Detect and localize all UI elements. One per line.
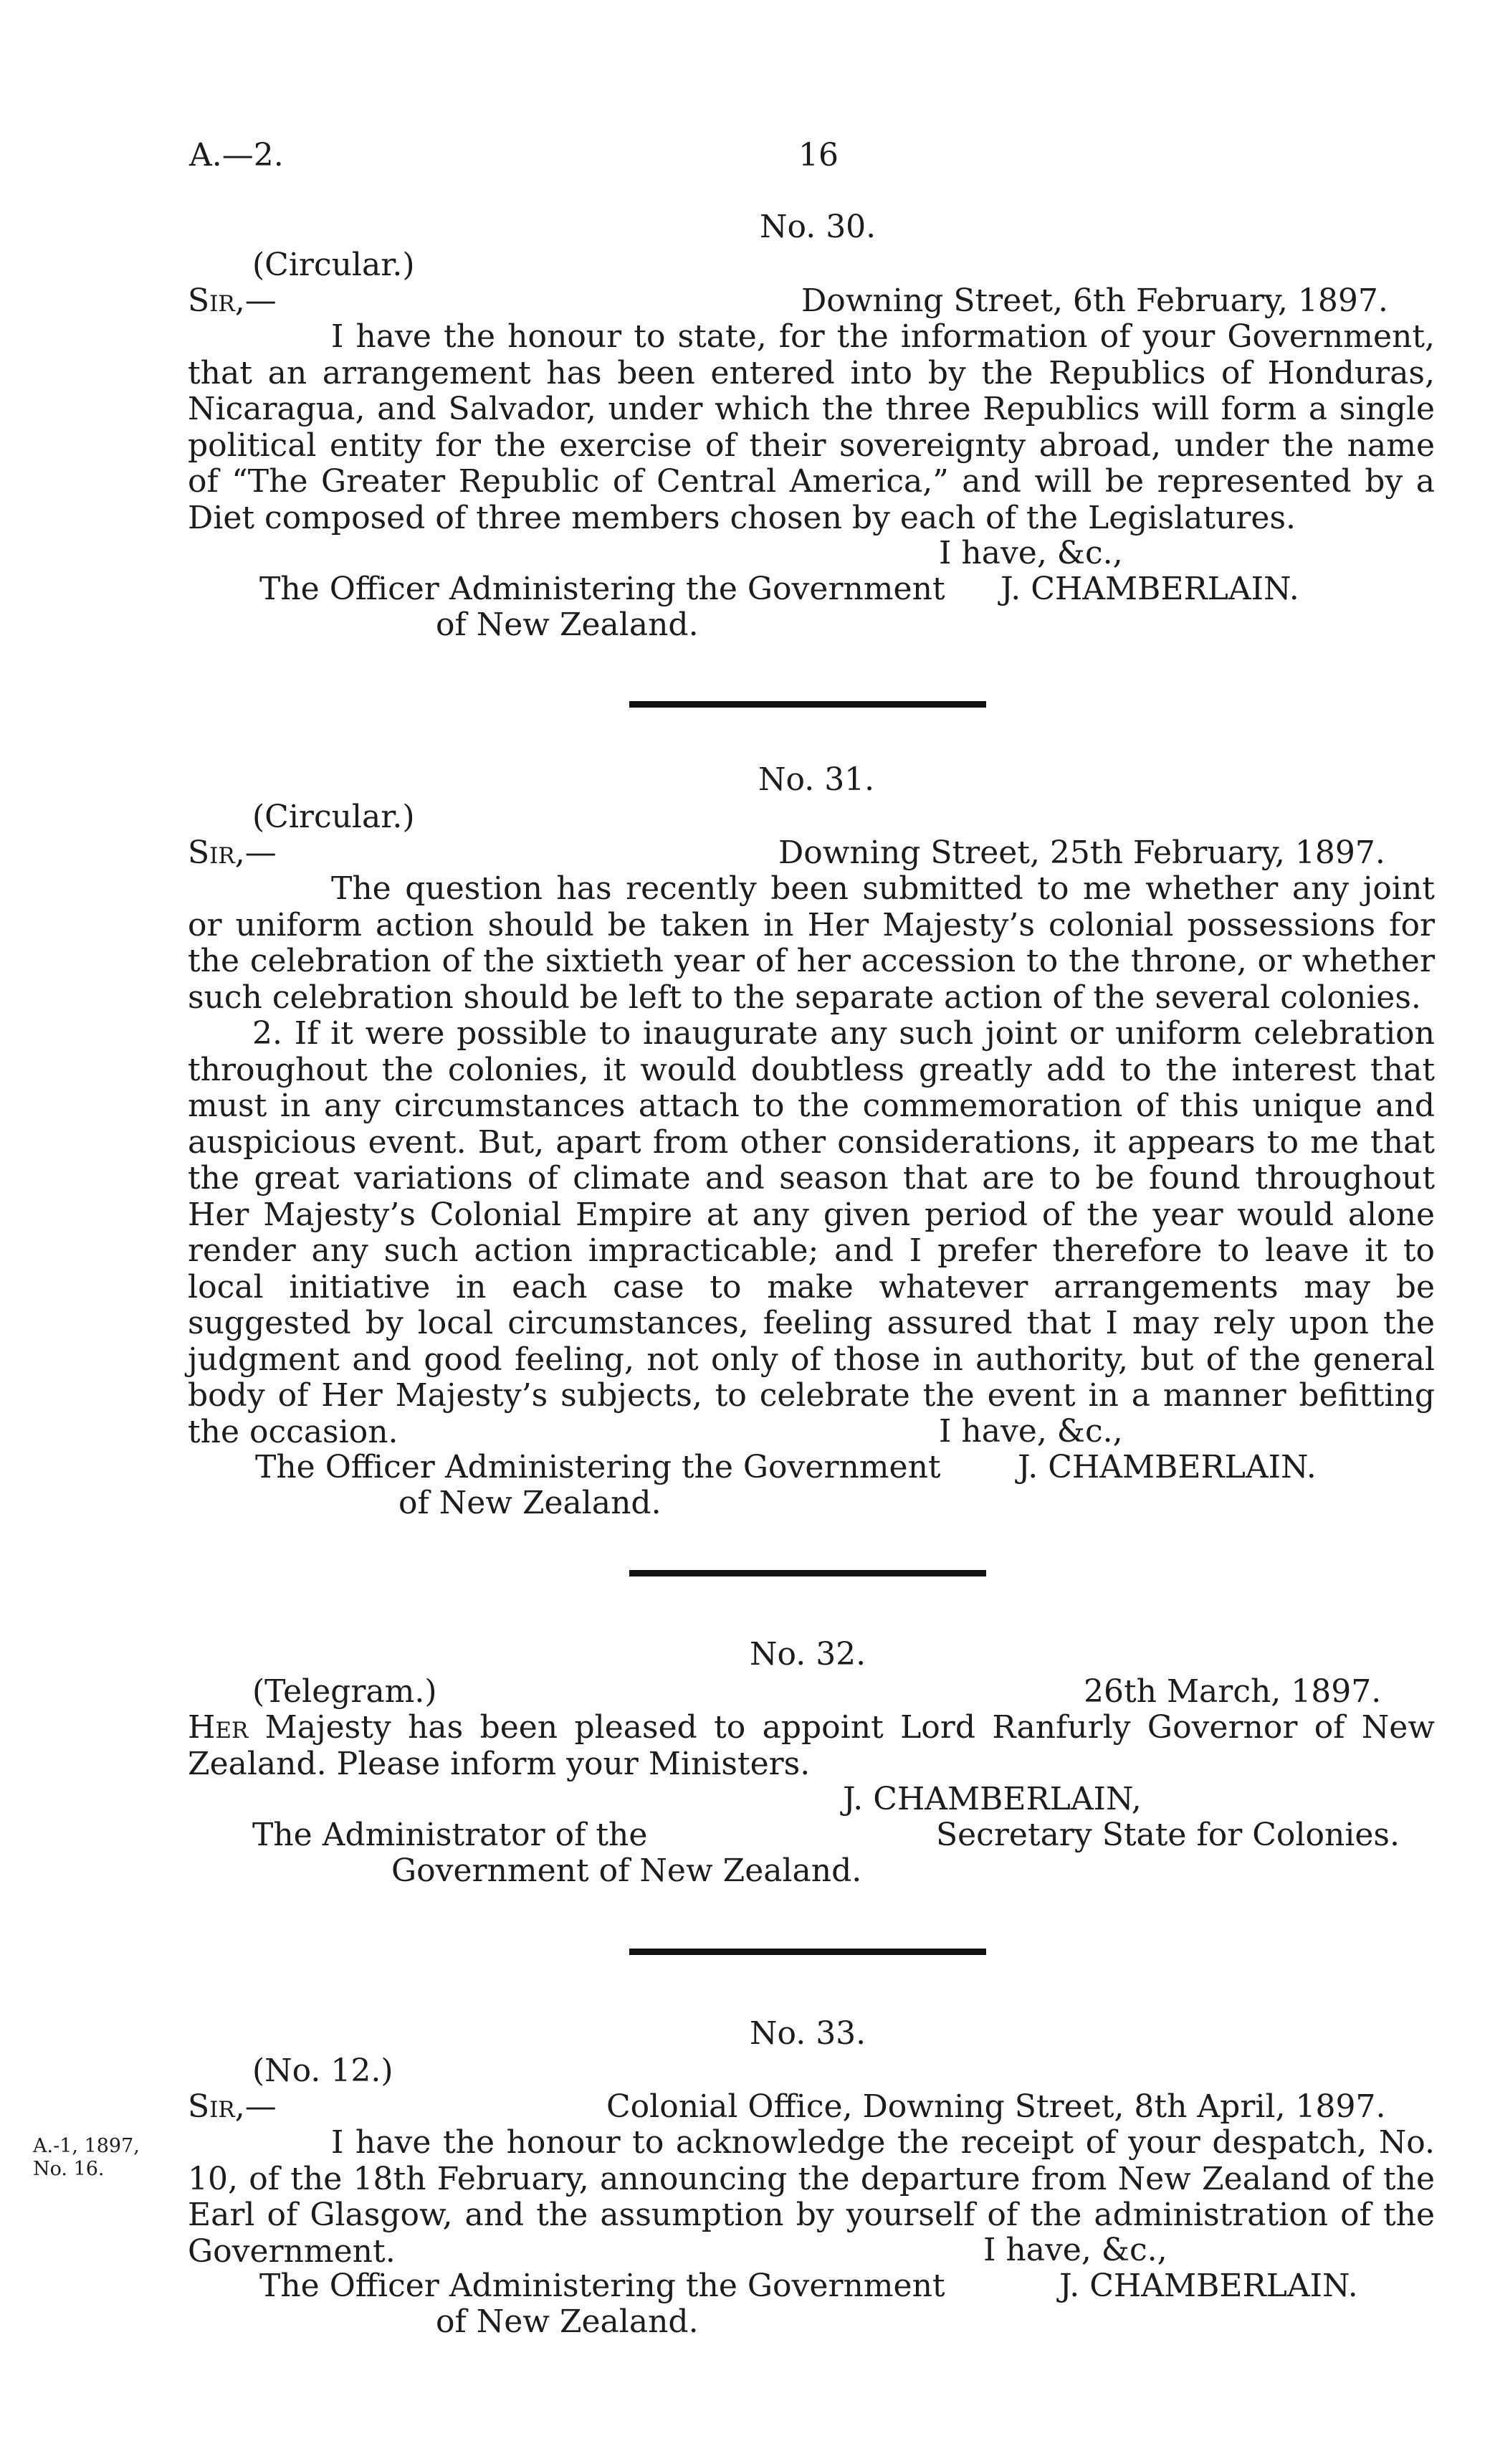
signature: J. CHAMBERLAIN. [1018, 1449, 1317, 1485]
signature: J. CHAMBERLAIN. [1001, 571, 1299, 607]
margin-note-line-1: A.-1, 1897, [33, 2135, 140, 2157]
addressee-line-2: of New Zealand. [436, 607, 699, 643]
despatch-type: (Telegram.) [252, 1673, 437, 1710]
signature: J. CHAMBERLAIN, [843, 1781, 1142, 1817]
place-date: Downing Street, 25th February, 1897. [778, 834, 1385, 871]
addressee-line-1: The Officer Administering the Government [255, 1449, 941, 1485]
addressee-line-1: The Administrator of the [252, 1817, 648, 1853]
place-date: Downing Street, 6th February, 1897. [801, 282, 1388, 319]
despatch-type: (Circular.) [252, 799, 415, 835]
addressee-line-1: The Officer Administering the Government [259, 571, 945, 607]
body-paragraph: I have the honour to state, for the information of your Government, that an arrangement has been entered into by the Republics of Honduras, Nicaragua, and Salvador, under which the three Republics will form a single political entity for the exercise of their sovereignty abroad, under the name of “The Greater Republic of Central America,” and will be represented by a Diet composed of three members chosen by each of the Legislatures. [188, 318, 1435, 536]
closing: I have, &c., [983, 2232, 1167, 2268]
despatch-number: No. 31. [758, 761, 875, 798]
addressee-line-2: of New Zealand. [398, 1485, 662, 1521]
page-number: 16 [798, 137, 839, 173]
body-paragraph: Her Majesty has been pleased to appoint Lord Ranfurly Governor of New Zealand. Please inform your Ministers. [188, 1709, 1435, 1782]
signature-title: Secretary State for Colonies. [936, 1817, 1400, 1853]
section-divider [629, 1570, 986, 1576]
salutation: Sir,— [188, 282, 277, 319]
addressee-line-2: Government of New Zealand. [391, 1852, 862, 1889]
closing: I have, &c., [939, 535, 1123, 571]
salutation: Sir,— [188, 834, 277, 871]
document-reference: A.—2. [189, 137, 284, 173]
body-paragraph: 2. If it were possible to inaugurate any such joint or uniform celebration throughout the colonies, it would doubtless greatly add to the interest that must in any circumstances attach to the commemoration of this unique and auspicious event. But, apart from other considerations, it appears to me that the great variations of climate and season that are to be found throughout Her Majesty’s Colonial Empire at any given period of the year would alone render any such action impracticable; and I prefer therefore to leave it to local initiative in each case to make whatever arrangements may be suggested by local circumstances, feeling assured that I may rely upon the judgment and good feeling, not only of those in authority, but of the general body of Her Majesty’s subjects, to celebrate the event in a manner befitting the occasion. [188, 1015, 1435, 1450]
despatch-type: (Circular.) [252, 247, 415, 283]
addressee-line-2: of New Zealand. [436, 2303, 699, 2340]
section-divider [629, 701, 986, 708]
body-paragraph: I have the honour to acknowledge the receipt of your despatch, No. 10, of the 18th February, announcing the departure from New Zealand of the Earl of Glasgow, and the assumption by yourself of the administration of the Government. [188, 2124, 1435, 2270]
despatch-number: No. 30. [760, 209, 877, 245]
addressee-line-1: The Officer Administering the Government [259, 2268, 945, 2304]
despatch-type: (No. 12.) [252, 2052, 393, 2089]
signature: J. CHAMBERLAIN. [1059, 2268, 1358, 2304]
salutation: Sir,— [188, 2088, 277, 2125]
telegram-date: 26th March, 1897. [1084, 1673, 1382, 1710]
despatch-number: No. 32. [750, 1636, 866, 1673]
closing: I have, &c., [939, 1413, 1123, 1450]
despatch-number: No. 33. [750, 2015, 866, 2052]
place-date: Colonial Office, Downing Street, 8th April, 1897. [606, 2088, 1386, 2125]
body-paragraph: The question has recently been submitted to me whether any joint or uniform action should be taken in Her Majesty’s colonial possessions for the celebration of the sixtieth year of her accession to the throne, or whether such celebration should be left to the separate action of the several colonies. [188, 870, 1435, 1016]
section-divider [629, 1949, 986, 1955]
margin-note-line-2: No. 16. [33, 2158, 105, 2180]
